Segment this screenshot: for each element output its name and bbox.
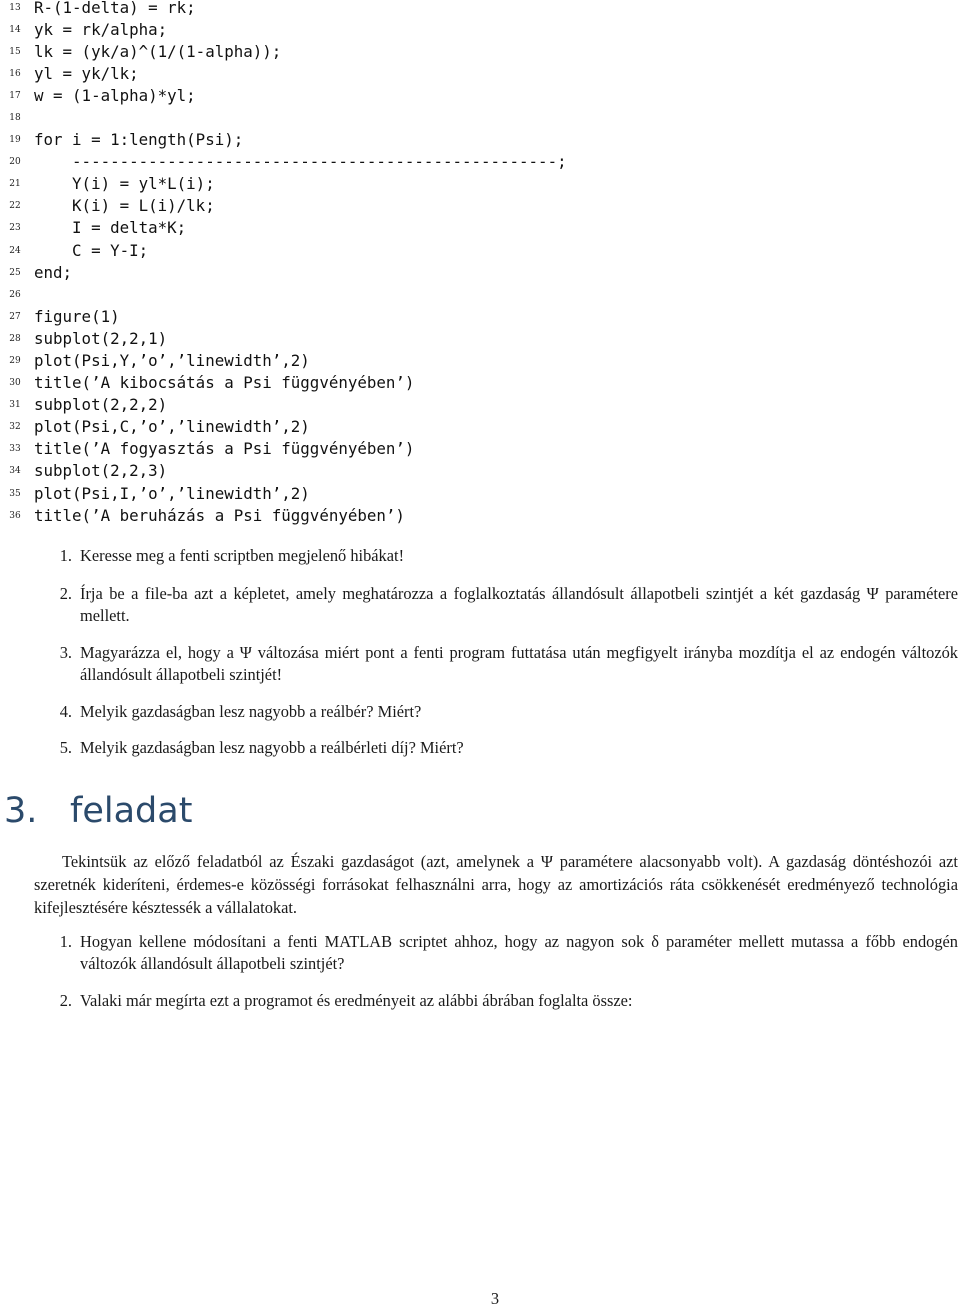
code-text: lk = (yk/a)^(1/(1-alpha));	[34, 42, 282, 61]
code-text: plot(Psi,I,’o’,’linewidth’,2)	[34, 484, 310, 503]
code-line	[0, 240, 960, 262]
code-text: subplot(2,2,3)	[34, 461, 168, 480]
item-number: 2.	[59, 991, 72, 1010]
section-number: 3.	[4, 791, 38, 831]
line-number: 17	[9, 91, 21, 101]
line-number: 18	[9, 113, 21, 123]
code-line	[0, 372, 960, 394]
line-number: 24	[9, 246, 21, 256]
line-number: 23	[9, 223, 21, 233]
code-line	[0, 85, 960, 107]
code-line	[0, 460, 960, 482]
code-line	[0, 284, 960, 306]
code-line	[0, 217, 960, 239]
code-text: end;	[34, 263, 73, 282]
line-number: 33	[9, 444, 21, 454]
code-line	[0, 129, 960, 151]
code-line	[0, 306, 960, 328]
code-line	[0, 438, 960, 460]
line-number: 35	[9, 489, 21, 499]
code-line	[0, 107, 960, 129]
line-number: 29	[9, 356, 21, 366]
code-text: yk = rk/alpha;	[34, 20, 168, 39]
line-number: 19	[9, 135, 21, 145]
line-number: 22	[9, 201, 21, 211]
item-text: Melyik gazdaságban lesz nagyobb a reálbérleti díj? Miért?	[80, 738, 464, 757]
line-number: 31	[9, 400, 21, 410]
code-line	[0, 151, 960, 173]
item-number: 3.	[59, 643, 72, 662]
code-text: yl = yk/lk;	[34, 64, 139, 83]
code-text: K(i) = L(i)/lk;	[34, 196, 215, 215]
code-line	[0, 195, 960, 217]
code-text: R-(1-delta) = rk;	[34, 0, 196, 17]
code-line	[0, 41, 960, 63]
code-line	[0, 483, 960, 505]
code-text: for i = 1:length(Psi);	[34, 130, 244, 149]
code-line	[0, 173, 960, 195]
page-number: 3	[490, 1289, 500, 1308]
code-text: title(’A fogyasztás a Psi függvényében’)	[34, 439, 415, 458]
code-text: figure(1)	[34, 307, 120, 326]
code-text: w = (1-alpha)*yl;	[34, 86, 196, 105]
code-line	[0, 328, 960, 350]
item-number: 2.	[59, 584, 72, 603]
intro-paragraph: Tekintsük az előző feladatból az Északi gazdaságot (azt, amelynek a Ψ paramétere alacsonyabb volt). A gazdaság döntéshozói azt szeretnék kideríteni, érdemes-e közösségi forrásokat felhasználni arra, hogy az amortizációs ráta csökkenését eredményező technológia kifejlesztésére késztessék a vállalatokat.	[34, 852, 958, 917]
line-number: 25	[9, 268, 21, 278]
section-heading	[4, 787, 192, 835]
code-line	[0, 0, 960, 19]
item-number: 5.	[59, 738, 72, 757]
line-number: 15	[9, 47, 21, 57]
code-text: subplot(2,2,1)	[34, 329, 168, 348]
item-text: Hogyan kellene módosítani a fenti MATLAB scriptet ahhoz, hogy az nagyon sok δ paraméter mellett mutassa a főbb endogén változók állandósult állapotbeli szintjét?	[80, 932, 958, 973]
code-line	[0, 394, 960, 416]
code-text: title(’A beruházás a Psi függvényében’)	[34, 506, 405, 525]
line-number: 34	[9, 466, 21, 476]
code-line	[0, 19, 960, 41]
line-number: 28	[9, 334, 21, 344]
code-text: plot(Psi,Y,’o’,’linewidth’,2)	[34, 351, 310, 370]
item-number: 4.	[59, 702, 72, 721]
code-text: Y(i) = yl*L(i);	[34, 174, 215, 193]
line-number: 27	[9, 312, 21, 322]
code-text: C = Y-I;	[34, 241, 149, 260]
line-number: 32	[9, 422, 21, 432]
item-number: 1.	[59, 546, 72, 565]
item-number: 1.	[59, 932, 72, 951]
code-text: subplot(2,2,2)	[34, 395, 168, 414]
line-number: 36	[9, 511, 21, 521]
code-text: ---------------------------------------------------;	[34, 152, 567, 171]
line-number: 13	[9, 3, 21, 13]
item-text: Magyarázza el, hogy a Ψ változása miért pont a fenti program futtatása után megfigyelt irányba mozdítja el az endogén változók állandósult állapotbeli szintjét!	[80, 643, 958, 684]
code-line	[0, 63, 960, 85]
line-number: 26	[9, 290, 21, 300]
code-text: plot(Psi,C,’o’,’linewidth’,2)	[34, 417, 310, 436]
item-text: Valaki már megírta ezt a programot és eredményeit az alábbi ábrában foglalta össze:	[80, 991, 633, 1010]
section-title: feladat	[70, 791, 193, 831]
item-text: Melyik gazdaságban lesz nagyobb a reálbér? Miért?	[80, 702, 422, 721]
code-line	[0, 350, 960, 372]
line-number: 14	[9, 25, 21, 35]
item-text: Keresse meg a fenti scriptben megjelenő hibákat!	[80, 546, 405, 565]
code-line	[0, 262, 960, 284]
code-line	[0, 416, 960, 438]
line-number: 21	[9, 179, 21, 189]
line-number: 16	[9, 69, 21, 79]
line-number: 20	[9, 157, 21, 167]
code-text: title(’A kibocsátás a Psi függvényében’)	[34, 373, 415, 392]
code-line	[0, 505, 960, 527]
code-text: I = delta*K;	[34, 218, 187, 237]
line-number: 30	[9, 378, 21, 388]
item-text: Írja be a file-ba azt a képletet, amely meghatározza a foglalkoztatás állandósult állapotbeli szintjét a két gazdaság Ψ paramétere mellett.	[80, 584, 958, 625]
